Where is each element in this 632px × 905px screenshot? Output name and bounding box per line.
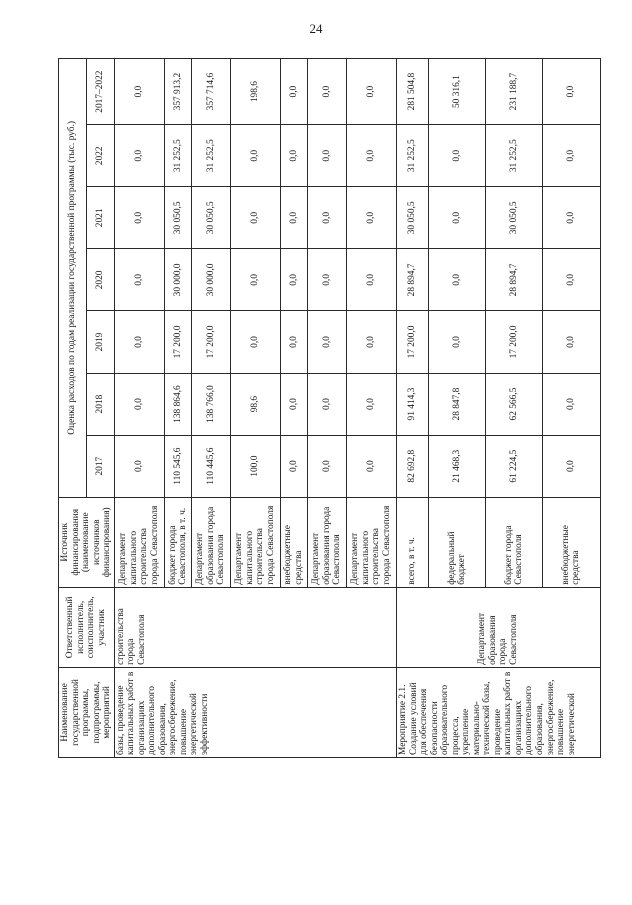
value-cell: 17 200,0 xyxy=(486,311,543,373)
value-cell: 61 224,5 xyxy=(486,435,543,497)
value-cell: 0,0 xyxy=(114,249,164,311)
value-cell: 17 200,0 xyxy=(191,311,230,373)
value-cell: 0,0 xyxy=(543,249,600,311)
header-estimate: Оценка расходов по годам реализации государственной программы (тыс. руб.) xyxy=(59,59,87,498)
program-name-cell: Мероприятие 2.1. Создание условий для обеспечения безопасности образовательного процесса, укрепление материально-технической базы, проведение капитальных работ в организациях дополнительного образования, энергосбережение, повышение энергетической xyxy=(397,667,601,757)
value-cell: 100,0 xyxy=(230,435,280,497)
rotated-table-container xyxy=(58,58,582,758)
value-cell: 0,0 xyxy=(114,125,164,187)
header-row xyxy=(59,59,87,758)
value-cell: 21 468,3 xyxy=(429,435,486,497)
year-header: 2021 xyxy=(86,187,114,249)
value-cell: 357 714,6 xyxy=(191,59,230,125)
header-source: Источник финансирования (наименование источников финансирования) xyxy=(59,497,115,587)
value-cell: 0,0 xyxy=(281,311,308,373)
value-cell: 30 000,0 xyxy=(191,249,230,311)
value-cell: 30 000,0 xyxy=(165,249,192,311)
value-cell: 91 414,3 xyxy=(397,373,429,435)
value-cell: 0,0 xyxy=(281,435,308,497)
value-cell: 0,0 xyxy=(543,187,600,249)
header-name: Наименование государственной программы, подпрограммы, мероприятий xyxy=(59,667,115,757)
value-cell: 0,0 xyxy=(346,59,396,125)
value-cell: 0,0 xyxy=(230,249,280,311)
year-header: 2017 xyxy=(86,435,114,497)
source-cell: бюджет города Севастополя xyxy=(486,497,543,587)
value-cell: 0,0 xyxy=(346,373,396,435)
table-row xyxy=(397,59,429,758)
value-cell: 0,0 xyxy=(281,59,308,125)
value-cell: 0,0 xyxy=(346,249,396,311)
value-cell: 31 252,5 xyxy=(165,125,192,187)
value-cell: 0,0 xyxy=(230,187,280,249)
value-cell: 62 566,5 xyxy=(486,373,543,435)
value-cell: 50 316,1 xyxy=(429,59,486,125)
value-cell: 0,0 xyxy=(281,187,308,249)
responsible-cell: Департамент образования города Севастополя xyxy=(397,587,601,667)
value-cell: 0,0 xyxy=(114,373,164,435)
source-cell: федеральный бюджет xyxy=(429,497,486,587)
year-header: 2018 xyxy=(86,373,114,435)
value-cell: 110 545,6 xyxy=(165,435,192,497)
value-cell: 0,0 xyxy=(114,311,164,373)
value-cell: 0,0 xyxy=(543,311,600,373)
source-cell: внебюджетные средства xyxy=(543,497,600,587)
value-cell: 0,0 xyxy=(307,249,346,311)
value-cell: 0,0 xyxy=(307,435,346,497)
value-cell: 138 864,6 xyxy=(165,373,192,435)
value-cell: 198,6 xyxy=(230,59,280,125)
page-number: 24 xyxy=(309,21,323,36)
value-cell: 0,0 xyxy=(307,373,346,435)
value-cell: 0,0 xyxy=(307,311,346,373)
value-cell: 98,6 xyxy=(230,373,280,435)
value-cell: 0,0 xyxy=(114,187,164,249)
source-cell: Департамент образования города Севастополя xyxy=(191,497,230,587)
value-cell: 0,0 xyxy=(346,311,396,373)
header-responsible: Ответственный исполнитель, соисполнитель, участник xyxy=(59,587,115,667)
value-cell: 0,0 xyxy=(307,125,346,187)
value-cell: 0,0 xyxy=(281,373,308,435)
value-cell: 31 252,5 xyxy=(486,125,543,187)
source-cell: Департамент образования города Севастополя xyxy=(307,497,346,587)
value-cell: 30 050,5 xyxy=(397,187,429,249)
expenditure-table xyxy=(58,58,601,758)
value-cell: 82 692,8 xyxy=(397,435,429,497)
value-cell: 0,0 xyxy=(307,187,346,249)
value-cell: 0,0 xyxy=(281,125,308,187)
value-cell: 357 913,2 xyxy=(165,59,192,125)
source-cell: Департамент капитального строительства города Севастополя xyxy=(346,497,396,587)
value-cell: 17 200,0 xyxy=(397,311,429,373)
value-cell: 28 894,7 xyxy=(397,249,429,311)
value-cell: 0,0 xyxy=(307,59,346,125)
value-cell: 138 766,0 xyxy=(191,373,230,435)
value-cell: 110 445,6 xyxy=(191,435,230,497)
value-cell: 231 188,7 xyxy=(486,59,543,125)
source-cell: Департамент капитального строительства города Севастополя xyxy=(114,497,164,587)
value-cell: 281 504,8 xyxy=(397,59,429,125)
value-cell: 0,0 xyxy=(429,187,486,249)
value-cell: 0,0 xyxy=(429,125,486,187)
source-cell: бюджет города Севастополя, в т. ч. xyxy=(165,497,192,587)
value-cell: 0,0 xyxy=(281,249,308,311)
value-cell: 0,0 xyxy=(543,125,600,187)
value-cell: 28 894,7 xyxy=(486,249,543,311)
year-header: 2017–2022 xyxy=(86,59,114,125)
value-cell: 30 050,5 xyxy=(165,187,192,249)
program-name-cell: базы, проведение капитальных работ в организациях дополнительного образования, энергосбережение, повышение энергетической эффективности xyxy=(114,667,396,757)
year-header: 2020 xyxy=(86,249,114,311)
year-header: 2022 xyxy=(86,125,114,187)
value-cell: 30 050,5 xyxy=(486,187,543,249)
value-cell: 0,0 xyxy=(230,125,280,187)
source-cell: всего, в т. ч. xyxy=(397,497,429,587)
value-cell: 0,0 xyxy=(114,59,164,125)
value-cell: 28 847,8 xyxy=(429,373,486,435)
value-cell: 0,0 xyxy=(543,435,600,497)
value-cell: 17 200,0 xyxy=(165,311,192,373)
value-cell: 0,0 xyxy=(429,249,486,311)
value-cell: 0,0 xyxy=(429,311,486,373)
responsible-cell: строительства города Севастополя xyxy=(114,587,396,667)
value-cell: 0,0 xyxy=(543,373,600,435)
year-header: 2019 xyxy=(86,311,114,373)
value-cell: 0,0 xyxy=(114,435,164,497)
value-cell: 0,0 xyxy=(346,125,396,187)
value-cell: 0,0 xyxy=(346,187,396,249)
source-cell: Департамент капитального строительства города Севастополя xyxy=(230,497,280,587)
value-cell: 0,0 xyxy=(346,435,396,497)
value-cell: 31 252,5 xyxy=(191,125,230,187)
value-cell: 0,0 xyxy=(230,311,280,373)
source-cell: внебюджетные средства xyxy=(281,497,308,587)
value-cell: 30 050,5 xyxy=(191,187,230,249)
value-cell: 0,0 xyxy=(543,59,600,125)
table-row xyxy=(114,59,164,758)
value-cell: 31 252,5 xyxy=(397,125,429,187)
